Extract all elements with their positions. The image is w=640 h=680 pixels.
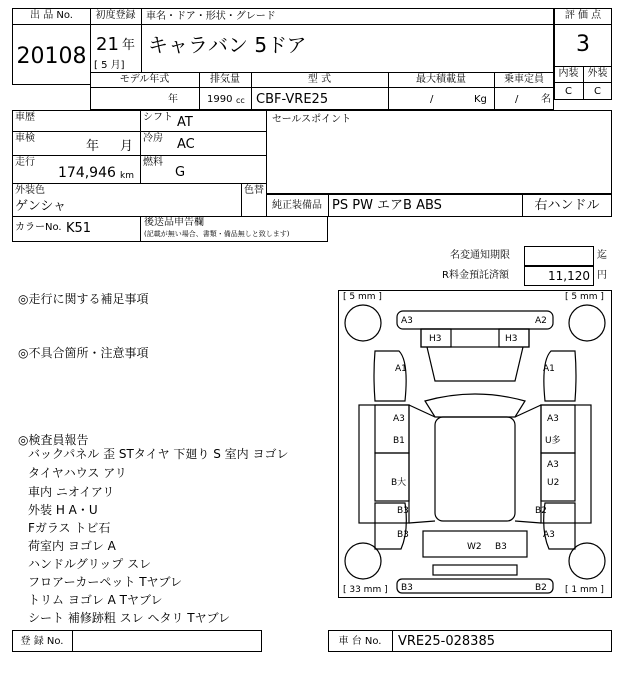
- mark-front-door-left-top: A3: [393, 414, 405, 424]
- mark-front-bumper-left: A3: [401, 316, 413, 326]
- year-unit: 年: [122, 38, 136, 53]
- interior-grade: C: [565, 86, 572, 97]
- damage-diagram: [338, 290, 612, 598]
- displacement-label: 排気量: [210, 74, 240, 85]
- mark-rear-center-left: W2: [467, 542, 482, 552]
- rear-bumper: [397, 579, 553, 593]
- fuel-value: G: [175, 165, 186, 180]
- capacity-unit: 名: [541, 94, 551, 105]
- wheel-front-right: [569, 305, 605, 341]
- model-year-unit: 年: [168, 94, 178, 105]
- first-registration-month: [ 5 月]: [94, 60, 125, 71]
- lot-number-label: 出 品 No.: [30, 10, 73, 21]
- shift-label: シフト: [143, 112, 173, 123]
- front-fender-right: [544, 351, 576, 401]
- color-label: 外装色: [15, 185, 45, 196]
- slide-door-left: [375, 453, 409, 501]
- model-code: CBF-VRE25: [256, 92, 329, 107]
- inspector-line: シート 補修跡粗 スレ ヘタリ Tヤブレ: [28, 611, 231, 625]
- aftermarket-note: (記載が無い場合、書類・備品無しと致します): [144, 230, 290, 238]
- mark-slide-door-right: U2: [547, 478, 560, 488]
- transfer-deadline-label: 名変通知期限: [450, 250, 510, 261]
- first-registration-year: 21: [96, 34, 119, 55]
- max-load-label: 最大積載量: [416, 74, 466, 85]
- inspector-report-heading: ◎検査員報告: [18, 433, 89, 447]
- tire-depth-front-right: [ 5 mm ]: [565, 292, 604, 302]
- tire-depth-rear-left: [ 33 mm ]: [343, 585, 388, 595]
- hood-outline: [427, 347, 523, 381]
- mark-rear-bumper-right: B2: [535, 583, 547, 593]
- inspection-year-unit: 年: [86, 139, 100, 154]
- c-pillar-right: [515, 521, 541, 523]
- capacity-slash: /: [515, 94, 519, 105]
- displacement-unit: cc: [236, 96, 245, 105]
- transfer-deadline-box: [524, 246, 594, 266]
- inspector-line: ハンドルグリップ スレ: [28, 557, 152, 571]
- mark-rear-left-2: B3: [397, 530, 409, 540]
- color-number-label: カラーNo.: [15, 222, 62, 233]
- license-plate: [433, 565, 517, 575]
- overall-score: 3: [576, 32, 590, 57]
- mark-headlight-right: H3: [505, 334, 518, 344]
- score-label: 評 価 点: [564, 10, 602, 21]
- exterior-label: 外装: [587, 68, 608, 79]
- chassis-number-label: 車 台 No.: [338, 636, 382, 647]
- chassis-number: VRE25-028385: [398, 634, 495, 649]
- recycle-fee-amount: 11,120: [548, 269, 590, 283]
- interior-label: 内装: [558, 68, 579, 79]
- mark-rear-bumper-left: B3: [401, 583, 413, 593]
- recycle-fee-label: R料金預託済額: [442, 270, 509, 281]
- equipment-label: 純正装備品: [272, 200, 322, 211]
- mark-front-door-left: B1: [393, 436, 405, 446]
- ac-value: AC: [177, 137, 195, 152]
- history-label: 車歴: [15, 112, 35, 123]
- windshield: [425, 394, 525, 417]
- inspection-month-unit: 月: [120, 139, 134, 154]
- steering-value: 右ハンドル: [534, 198, 600, 213]
- equipment-value: PS PW エアB ABS: [332, 198, 442, 213]
- mark-slide-door-right-top: A3: [547, 460, 559, 470]
- aftermarket-label: 後送品申告欄: [144, 217, 204, 228]
- front-fender-left: [374, 351, 406, 401]
- inspector-line: タイヤハウス アリ: [28, 466, 127, 480]
- roof: [435, 417, 515, 521]
- recycle-fee-unit: 円: [597, 270, 607, 281]
- transfer-deadline-unit: 迄: [597, 250, 607, 261]
- mark-rear-right-2: A3: [543, 530, 555, 540]
- inspection-label: 車検: [15, 133, 35, 144]
- mark-slide-door-left: B大: [391, 478, 407, 488]
- mileage-unit: km: [120, 171, 134, 181]
- mileage-label: 走行: [15, 157, 35, 168]
- defects-heading: ◎不具合箇所・注意事項: [18, 346, 149, 360]
- car-name-label: 車名・ドア・形状・グレード: [146, 11, 276, 22]
- wheel-front-left: [345, 305, 381, 341]
- driving-notes-heading: ◎走行に関する補足事項: [18, 292, 149, 306]
- registration-number-label: 登 録 No.: [20, 636, 64, 647]
- ac-label: 冷房: [143, 133, 163, 144]
- tire-depth-front-left: [ 5 mm ]: [343, 292, 382, 302]
- mark-front-door-right: U多: [545, 436, 561, 446]
- inspector-line: トリム ヨゴレ A Tヤブレ: [28, 593, 163, 607]
- mark-headlight-left: H3: [429, 334, 442, 344]
- inspector-line: 荷室内 ヨゴレ A: [28, 539, 116, 553]
- max-load-slash: /: [430, 94, 434, 105]
- rear-quarter-right: [544, 503, 575, 549]
- inspector-line: フロアーカーペット Tヤブレ: [28, 575, 183, 589]
- color-value: ゲンシャ: [15, 199, 67, 214]
- mark-front-bumper-right: A2: [535, 316, 547, 326]
- inspector-line: 外装 H A・U: [28, 503, 98, 517]
- inspector-line: バックパネル 歪 STタイヤ 下廻り S 室内 ヨゴレ: [28, 447, 289, 461]
- mark-rear-right-1: B2: [535, 506, 547, 516]
- mileage-value: 174,946: [58, 165, 116, 181]
- displacement: 1990: [207, 94, 233, 105]
- sales-point-label: セールスポイント: [272, 114, 352, 125]
- fuel-label: 燃料: [143, 157, 163, 168]
- mark-front-fender-left: A1: [395, 364, 407, 374]
- inspector-line: 車内 ニオイアリ: [28, 485, 115, 499]
- car-name: キャラバン 5ドア: [148, 33, 307, 57]
- front-bumper: [397, 311, 553, 329]
- inspector-line: Fガラス トビ石: [28, 521, 111, 535]
- model-code-label: 型 式: [307, 74, 332, 85]
- color-number: K51: [66, 221, 92, 236]
- max-load-unit: Kg: [474, 94, 487, 105]
- exterior-grade: C: [594, 86, 601, 97]
- model-year-label: モデル年式: [119, 74, 170, 85]
- mark-rear-left-1: B3: [397, 506, 409, 516]
- c-pillar-left: [409, 521, 435, 523]
- shift-value: AT: [177, 115, 193, 130]
- color-change-label: 色替: [244, 185, 264, 196]
- capacity-label: 乗車定員: [504, 74, 544, 85]
- mark-rear-center-right: B3: [495, 542, 507, 552]
- first-registration-label: 初度登録: [95, 10, 136, 21]
- lot-number: 20108: [16, 44, 87, 69]
- mark-front-fender-right: A1: [543, 364, 555, 374]
- tire-depth-rear-right: [ 1 mm ]: [565, 585, 604, 595]
- mark-front-door-right-top: A3: [547, 414, 559, 424]
